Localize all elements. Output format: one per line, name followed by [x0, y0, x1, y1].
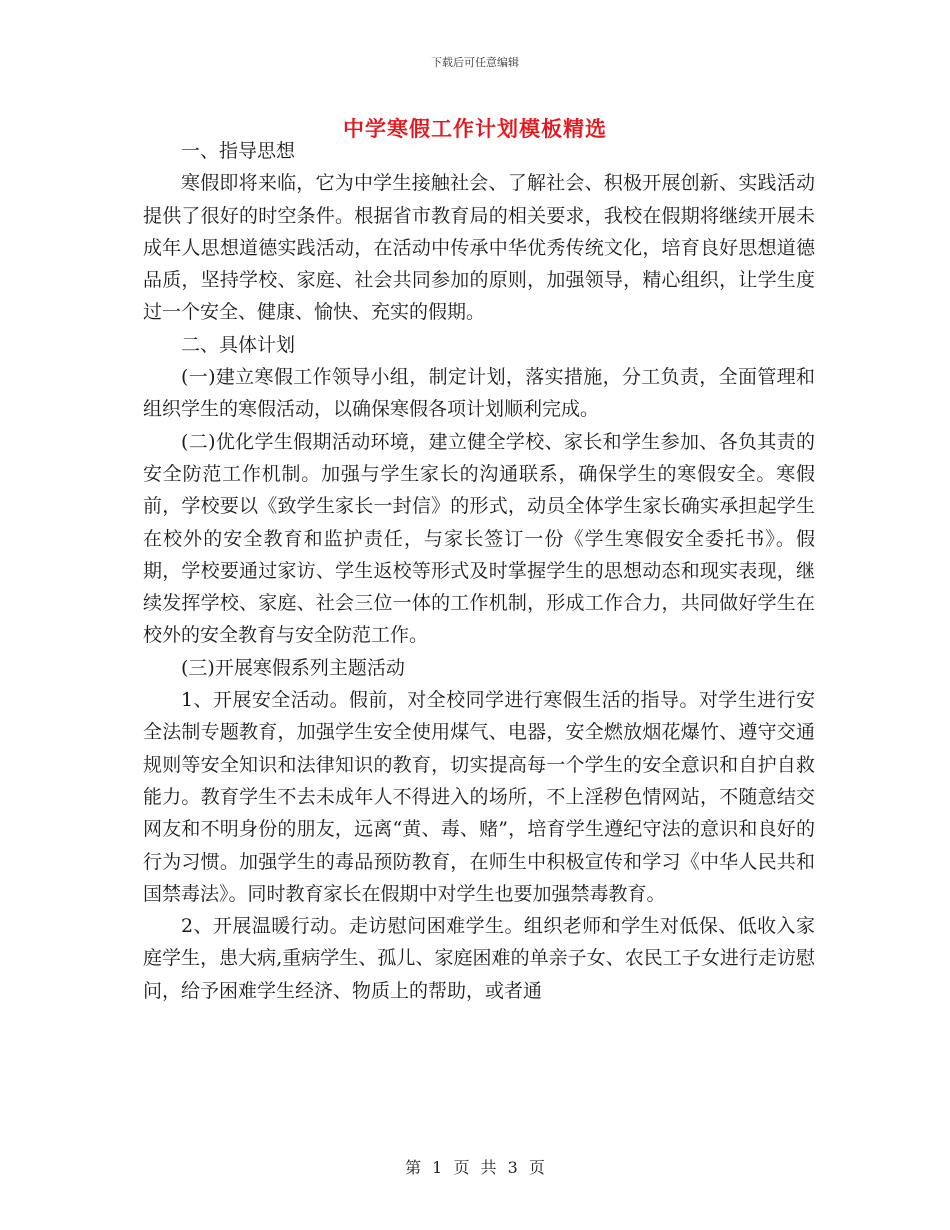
body-paragraph: 2、开展温暖行动。走访慰问困难学生。组织老师和学生对低保、低收入家庭学生，患大病,重病学生、孤儿、家庭困难的单亲子女、农民工子女进行走访慰问，给予困难学生经济、物质上的帮助，或者通: [143, 915, 815, 1002]
subsection-heading: (三)开展寒假系列主题活动: [181, 656, 405, 679]
page-footer: 第 1 页 共 3 页: [405, 1158, 545, 1177]
page-header-note: 下载后可任意编辑: [431, 56, 519, 69]
body-paragraph: 寒假即将来临，它为中学生接触社会、了解社会、积极开展创新、实践活动提供了很好的时空条件。根据省市教育局的相关要求，我校在假期将继续开展未成年人思想道德实践活动，在活动中传承中华优秀传统文化，培育良好思想道德品质，坚持学校、家庭、社会共同参加的原则，加强领导，精心组织，让学生度过一个安全、健康、愉快、充实的假期。: [143, 172, 815, 324]
document-title: 中学寒假工作计划模板精选: [343, 116, 607, 141]
body-paragraph: (二)优化学生假期活动环境，建立健全学校、家长和学生参加、各负其责的安全防范工作机制。加强与学生家长的沟通联系，确保学生的寒假安全。寒假前，学校要以《致学生家长一封信》的形式，动员全体学生家长确实承担起学生在校外的安全教育和监护责任，与家长签订一份《学生寒假安全委托书》。假期，学校要通过家访、学生返校等形式及时掌握学生的思想动态和现实表现，继续发挥学校、家庭、社会三位一体的工作机制，形成工作合力，共同做好学生在校外的安全教育与安全防范工作。: [143, 430, 815, 647]
section-heading: 一、指导思想: [181, 140, 296, 162]
section-heading: 二、具体计划: [181, 333, 296, 356]
document-body: [143, 135, 815, 1007]
body-paragraph: (一)建立寒假工作领导小组，制定计划，落实措施，分工负责，全面管理和组织学生的寒假活动，以确保寒假各项计划顺利完成。: [143, 366, 815, 421]
body-paragraph: 1、开展安全活动。假前，对全校同学进行寒假生活的指导。对学生进行安全法制专题教育，加强学生安全使用煤气、电器，安全燃放烟花爆竹、遵守交通规则等安全知识和法律知识的教育，切实提高每一个学生的安全意识和自护自救能力。教育学生不去未成年人不得进入的场所，不上淫秽色情网站，不随意结交网友和不明身份的朋友，远离“黄、毒、赌”，培育学生遵纪守法的意识和良好的行为习惯。加强学生的毒品预防教育，在师生中积极宣传和学习《中华人民共和国禁毒法》。同时教育家长在假期中对学生也要加强禁毒教育。: [143, 689, 815, 905]
